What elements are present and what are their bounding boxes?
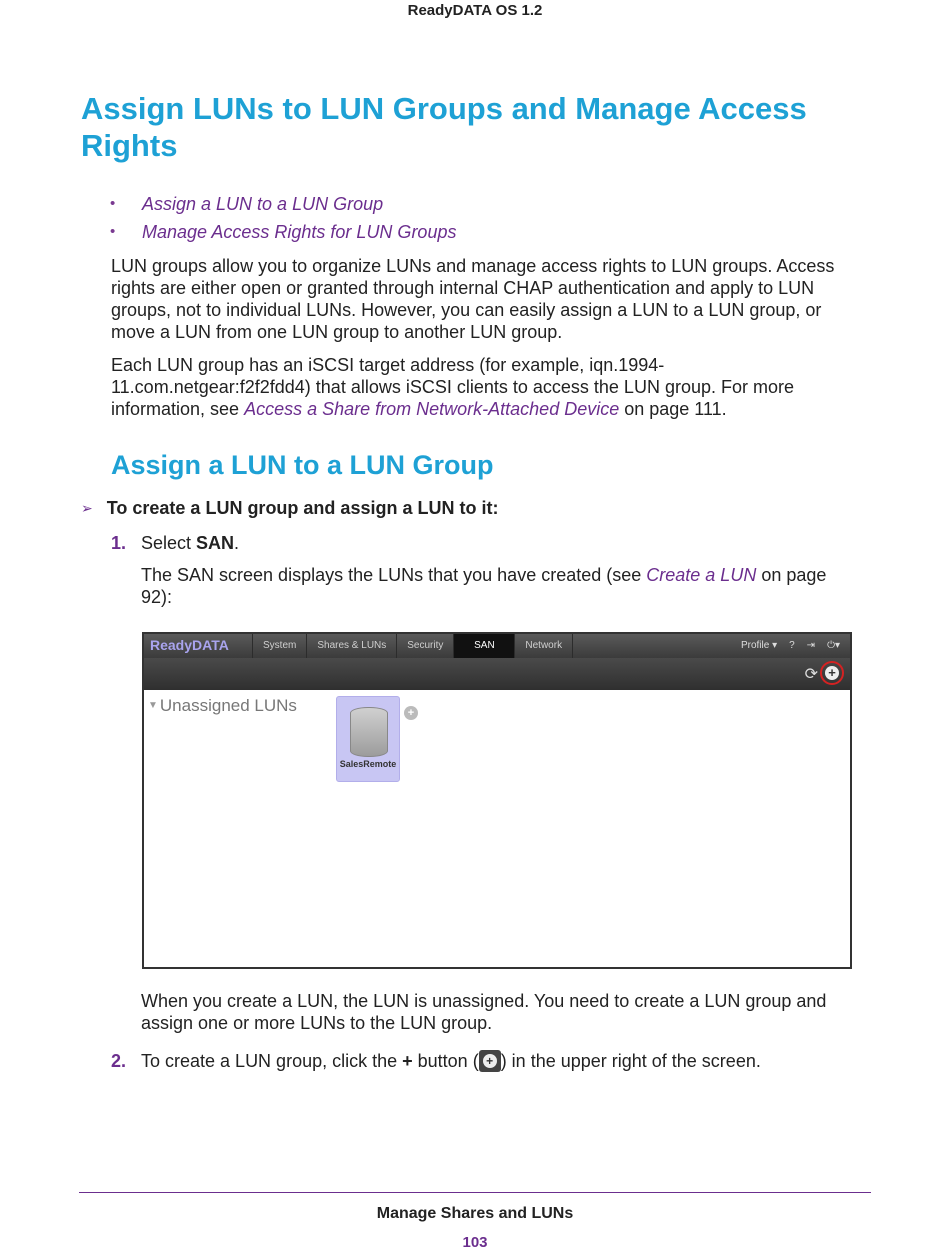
after-screenshot-paragraph: When you create a LUN, the LUN is unassigned. You need to create a LUN group and assign one or more LUNs to the LUN group.: [141, 991, 827, 1033]
top-nav-bar: [144, 634, 850, 658]
toc-link[interactable]: Assign a LUN to a LUN Group: [142, 194, 384, 214]
procedure-heading: ➢ To create a LUN group and assign a LUN to it:: [81, 498, 499, 518]
add-lun-icon[interactable]: +: [404, 706, 418, 720]
toc-item[interactable]: [108, 190, 456, 218]
profile-menu[interactable]: Profile ▾: [740, 640, 778, 651]
intro-paragraph-2: Each LUN group has an iSCSI target address (for example, iqn.1994-11.com.netgear:f2f2fdd4) that allows iSCSI clients to access the LUN group. For more information, see Access a Share from Network-Attached Device on page 111.: [111, 355, 794, 419]
plus-button-icon: +: [479, 1050, 501, 1072]
toolbar: [144, 658, 850, 690]
bullet-icon: •: [110, 195, 116, 212]
lun-name: SalesRemote: [339, 759, 397, 769]
xref-link[interactable]: Create a LUN: [646, 565, 757, 585]
add-lun-group-button[interactable]: [820, 661, 844, 685]
power-icon[interactable]: ⏻▾: [827, 640, 840, 651]
tab-shares-luns[interactable]: Shares & LUNs: [306, 634, 396, 658]
page-number: 103: [462, 1234, 488, 1251]
tab-san[interactable]: SAN: [453, 634, 514, 658]
tab-system[interactable]: System: [252, 634, 306, 658]
refresh-icon[interactable]: ⟳: [804, 666, 818, 683]
toc-item[interactable]: [108, 218, 456, 246]
running-header: ReadyDATA OS 1.2: [407, 2, 543, 19]
help-icon[interactable]: ?: [789, 640, 795, 651]
brand-logo: ReadyDATA: [150, 637, 229, 653]
san-screenshot: [142, 632, 852, 969]
step-1: 1. Select SAN.: [111, 533, 240, 553]
arrow-icon: ➢: [81, 500, 93, 516]
tab-network[interactable]: Network: [514, 634, 572, 658]
bullet-icon: •: [110, 223, 116, 240]
step-1-description: The SAN screen displays the LUNs that you have created (see Create a LUN on page 92):: [141, 565, 827, 607]
toc-list: [108, 190, 456, 246]
profile-area: [741, 634, 850, 658]
lun-tile[interactable]: [336, 696, 400, 782]
footer-divider: [79, 1192, 871, 1193]
section-title: Assign a LUN to a LUN Group: [111, 450, 494, 480]
page-title: Assign LUNs to LUN Groups and Manage Access Rights: [81, 91, 807, 163]
lun-area: [144, 690, 850, 960]
logout-icon[interactable]: ⇥: [806, 640, 816, 651]
triangle-down-icon: ▼: [148, 700, 158, 711]
step-2: 2. To create a LUN group, click the + button ( + ) in the upper right of the screen.: [111, 1051, 761, 1071]
plus-icon: +: [825, 666, 839, 680]
toc-link[interactable]: Manage Access Rights for LUN Groups: [142, 222, 457, 242]
unassigned-group[interactable]: ▼ Unassigned LUNs: [148, 696, 297, 715]
intro-paragraph-1: LUN groups allow you to organize LUNs and manage access rights to LUN groups. Access rights are either open or granted through internal CHAP authentication and apply to LUN groups, not to individual LUNs. However, you can easily assign a LUN to a LUN group, or move a LUN from one LUN group to another LUN group.: [111, 256, 835, 342]
footer-title: Manage Shares and LUNs: [376, 1205, 574, 1222]
xref-link[interactable]: Access a Share from Network-Attached Device: [244, 399, 620, 419]
tab-security[interactable]: Security: [396, 634, 453, 658]
database-icon: [350, 707, 388, 757]
